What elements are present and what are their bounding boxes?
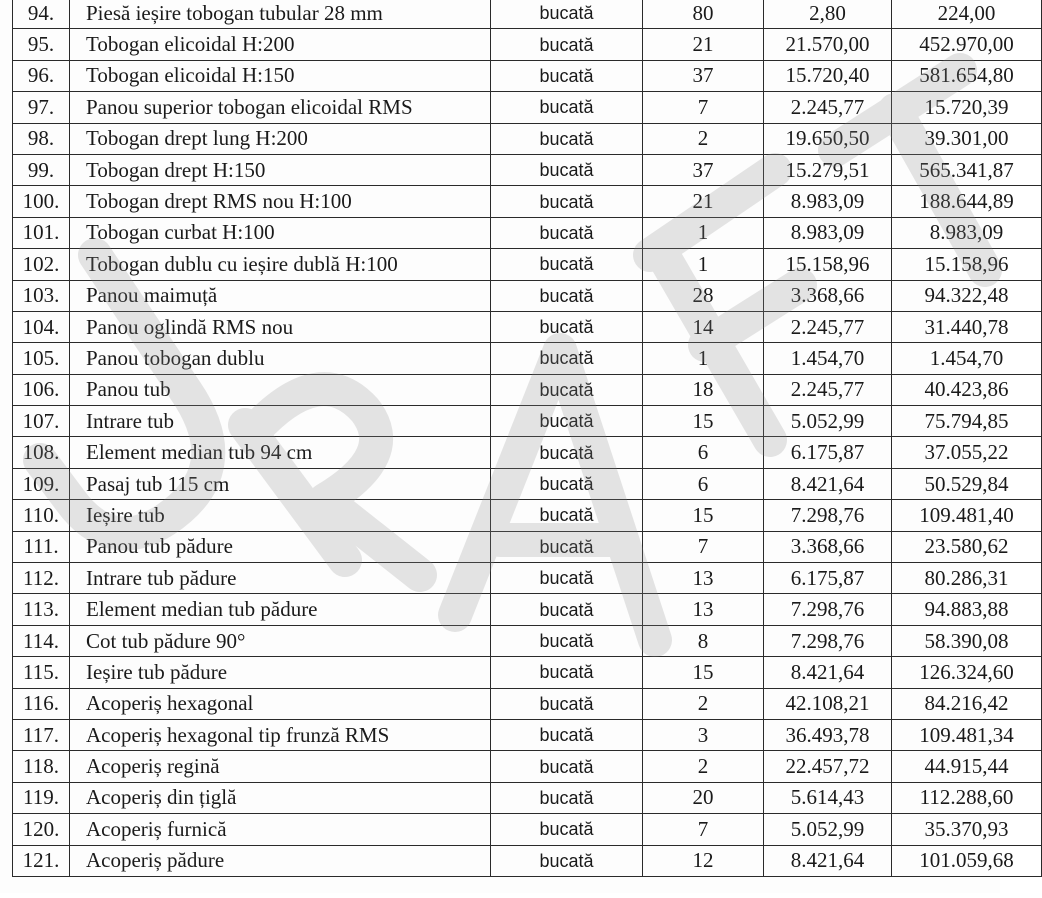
item-name: Tobogan elicoidal H:150 — [70, 60, 491, 91]
unit-of-measure: bucată — [491, 0, 643, 29]
unit-of-measure: bucată — [491, 92, 643, 123]
unit-price: 42.108,21 — [764, 688, 892, 719]
quantity: 21 — [643, 186, 764, 217]
row-number: 94. — [13, 0, 70, 29]
row-number: 104. — [13, 311, 70, 342]
quantity: 13 — [643, 594, 764, 625]
item-name: Tobogan curbat H:100 — [70, 217, 491, 248]
table-row — [13, 594, 1042, 625]
unit-of-measure: bucată — [491, 625, 643, 656]
total-value: 94.883,88 — [892, 594, 1042, 625]
total-value: 101.059,68 — [892, 845, 1042, 876]
total-value: 35.370,93 — [892, 814, 1042, 845]
unit-price: 36.493,78 — [764, 719, 892, 750]
unit-price: 5.052,99 — [764, 406, 892, 437]
table-row — [13, 563, 1042, 594]
item-name: Tobogan drept lung H:200 — [70, 123, 491, 154]
total-value: 109.481,34 — [892, 719, 1042, 750]
row-number: 102. — [13, 249, 70, 280]
unit-price: 8.983,09 — [764, 217, 892, 248]
unit-of-measure: bucată — [491, 688, 643, 719]
quantity: 18 — [643, 374, 764, 405]
total-value: 75.794,85 — [892, 406, 1042, 437]
total-value: 40.423,86 — [892, 374, 1042, 405]
unit-price: 6.175,87 — [764, 563, 892, 594]
row-number: 107. — [13, 406, 70, 437]
unit-of-measure: bucată — [491, 406, 643, 437]
total-value: 23.580,62 — [892, 531, 1042, 562]
table-row — [13, 814, 1042, 845]
total-value: 112.288,60 — [892, 782, 1042, 813]
items-table — [12, 0, 1042, 877]
row-number: 115. — [13, 657, 70, 688]
item-name: Tobogan dublu cu ieșire dublă H:100 — [70, 249, 491, 280]
unit-price: 2.245,77 — [764, 374, 892, 405]
item-name: Acoperiș furnică — [70, 814, 491, 845]
item-name: Acoperiș hexagonal tip frunză RMS — [70, 719, 491, 750]
item-name: Panou tobogan dublu — [70, 343, 491, 374]
total-value: 39.301,00 — [892, 123, 1042, 154]
table-row — [13, 0, 1042, 29]
row-number: 108. — [13, 437, 70, 468]
quantity: 2 — [643, 688, 764, 719]
total-value: 8.983,09 — [892, 217, 1042, 248]
row-number: 120. — [13, 814, 70, 845]
item-name: Intrare tub pădure — [70, 563, 491, 594]
table-row — [13, 688, 1042, 719]
unit-of-measure: bucată — [491, 531, 643, 562]
quantity: 37 — [643, 154, 764, 185]
unit-price: 1.454,70 — [764, 343, 892, 374]
unit-of-measure: bucată — [491, 29, 643, 60]
item-name: Ieșire tub — [70, 500, 491, 531]
table-row — [13, 92, 1042, 123]
table-row — [13, 782, 1042, 813]
unit-of-measure: bucată — [491, 280, 643, 311]
total-value: 1.454,70 — [892, 343, 1042, 374]
unit-price: 8.421,64 — [764, 657, 892, 688]
unit-price: 15.158,96 — [764, 249, 892, 280]
table-row — [13, 186, 1042, 217]
quantity: 13 — [643, 563, 764, 594]
table-row — [13, 406, 1042, 437]
quantity: 2 — [643, 751, 764, 782]
quantity: 15 — [643, 657, 764, 688]
total-value: 84.216,42 — [892, 688, 1042, 719]
total-value: 15.720,39 — [892, 92, 1042, 123]
row-number: 105. — [13, 343, 70, 374]
unit-price: 19.650,50 — [764, 123, 892, 154]
row-number: 117. — [13, 719, 70, 750]
table-row — [13, 500, 1042, 531]
row-number: 100. — [13, 186, 70, 217]
row-number: 110. — [13, 500, 70, 531]
quantity: 15 — [643, 406, 764, 437]
row-number: 116. — [13, 688, 70, 719]
item-name: Piesă ieșire tobogan tubular 28 mm — [70, 0, 491, 29]
row-number: 118. — [13, 751, 70, 782]
unit-of-measure: bucată — [491, 154, 643, 185]
total-value: 44.915,44 — [892, 751, 1042, 782]
row-number: 109. — [13, 468, 70, 499]
row-number: 95. — [13, 29, 70, 60]
item-name: Ieșire tub pădure — [70, 657, 491, 688]
quantity: 1 — [643, 343, 764, 374]
row-number: 98. — [13, 123, 70, 154]
unit-price: 2.245,77 — [764, 92, 892, 123]
total-value: 188.644,89 — [892, 186, 1042, 217]
table-row — [13, 60, 1042, 91]
table-row — [13, 123, 1042, 154]
quantity: 28 — [643, 280, 764, 311]
row-number: 103. — [13, 280, 70, 311]
quantity: 7 — [643, 531, 764, 562]
table-row — [13, 531, 1042, 562]
row-number: 101. — [13, 217, 70, 248]
unit-price: 2,80 — [764, 0, 892, 29]
item-name: Acoperiș hexagonal — [70, 688, 491, 719]
unit-price: 8.421,64 — [764, 468, 892, 499]
table-row — [13, 217, 1042, 248]
item-name: Panou tub — [70, 374, 491, 405]
row-number: 121. — [13, 845, 70, 876]
total-value: 94.322,48 — [892, 280, 1042, 311]
quantity: 8 — [643, 625, 764, 656]
table-row — [13, 845, 1042, 876]
unit-price: 21.570,00 — [764, 29, 892, 60]
row-number: 112. — [13, 563, 70, 594]
total-value: 15.158,96 — [892, 249, 1042, 280]
total-value: 50.529,84 — [892, 468, 1042, 499]
unit-of-measure: bucată — [491, 437, 643, 468]
unit-price: 15.279,51 — [764, 154, 892, 185]
unit-price: 22.457,72 — [764, 751, 892, 782]
table-row — [13, 468, 1042, 499]
total-value: 581.654,80 — [892, 60, 1042, 91]
item-name: Acoperiș pădure — [70, 845, 491, 876]
total-value: 80.286,31 — [892, 563, 1042, 594]
table-row — [13, 374, 1042, 405]
quantity: 3 — [643, 719, 764, 750]
unit-of-measure: bucată — [491, 186, 643, 217]
row-number: 113. — [13, 594, 70, 625]
item-name: Element median tub pădure — [70, 594, 491, 625]
unit-of-measure: bucată — [491, 249, 643, 280]
unit-price: 3.368,66 — [764, 280, 892, 311]
table-row — [13, 249, 1042, 280]
quantity: 7 — [643, 92, 764, 123]
item-name: Tobogan drept H:150 — [70, 154, 491, 185]
unit-of-measure: bucată — [491, 594, 643, 625]
unit-of-measure: bucată — [491, 60, 643, 91]
row-number: 111. — [13, 531, 70, 562]
row-number: 99. — [13, 154, 70, 185]
item-name: Tobogan elicoidal H:200 — [70, 29, 491, 60]
table-row — [13, 154, 1042, 185]
unit-price: 8.983,09 — [764, 186, 892, 217]
table-row — [13, 625, 1042, 656]
unit-of-measure: bucată — [491, 311, 643, 342]
unit-price: 6.175,87 — [764, 437, 892, 468]
table-row — [13, 280, 1042, 311]
quantity: 37 — [643, 60, 764, 91]
total-value: 31.440,78 — [892, 311, 1042, 342]
unit-of-measure: bucată — [491, 751, 643, 782]
quantity: 1 — [643, 249, 764, 280]
row-number: 119. — [13, 782, 70, 813]
unit-price: 7.298,76 — [764, 625, 892, 656]
item-name: Panou tub pădure — [70, 531, 491, 562]
unit-price: 2.245,77 — [764, 311, 892, 342]
table-row — [13, 343, 1042, 374]
quantity: 6 — [643, 437, 764, 468]
row-number: 114. — [13, 625, 70, 656]
unit-price: 5.052,99 — [764, 814, 892, 845]
item-name: Intrare tub — [70, 406, 491, 437]
table-row — [13, 311, 1042, 342]
quantity: 2 — [643, 123, 764, 154]
quantity: 15 — [643, 500, 764, 531]
quantity: 6 — [643, 468, 764, 499]
unit-price: 3.368,66 — [764, 531, 892, 562]
unit-of-measure: bucată — [491, 343, 643, 374]
total-value: 452.970,00 — [892, 29, 1042, 60]
unit-price: 7.298,76 — [764, 500, 892, 531]
unit-of-measure: bucată — [491, 468, 643, 499]
quantity: 7 — [643, 814, 764, 845]
quantity: 20 — [643, 782, 764, 813]
quantity: 1 — [643, 217, 764, 248]
unit-price: 8.421,64 — [764, 845, 892, 876]
item-name: Panou superior tobogan elicoidal RMS — [70, 92, 491, 123]
item-name: Cot tub pădure 90° — [70, 625, 491, 656]
unit-of-measure: bucată — [491, 719, 643, 750]
total-value: 109.481,40 — [892, 500, 1042, 531]
item-name: Acoperiș din țiglă — [70, 782, 491, 813]
unit-of-measure: bucată — [491, 814, 643, 845]
item-name: Element median tub 94 cm — [70, 437, 491, 468]
item-name: Acoperiș regină — [70, 751, 491, 782]
items-table-body — [13, 0, 1042, 876]
unit-of-measure: bucată — [491, 563, 643, 594]
unit-of-measure: bucată — [491, 657, 643, 688]
unit-of-measure: bucată — [491, 845, 643, 876]
table-row — [13, 751, 1042, 782]
row-number: 106. — [13, 374, 70, 405]
table-row — [13, 29, 1042, 60]
total-value: 37.055,22 — [892, 437, 1042, 468]
row-number: 97. — [13, 92, 70, 123]
total-value: 126.324,60 — [892, 657, 1042, 688]
table-row — [13, 437, 1042, 468]
total-value: 224,00 — [892, 0, 1042, 29]
item-name: Tobogan drept RMS nou H:100 — [70, 186, 491, 217]
unit-of-measure: bucată — [491, 374, 643, 405]
unit-of-measure: bucată — [491, 500, 643, 531]
unit-price: 7.298,76 — [764, 594, 892, 625]
item-name: Pasaj tub 115 cm — [70, 468, 491, 499]
row-number: 96. — [13, 60, 70, 91]
table-row — [13, 657, 1042, 688]
table-row — [13, 719, 1042, 750]
item-name: Panou maimuță — [70, 280, 491, 311]
unit-price: 15.720,40 — [764, 60, 892, 91]
total-value: 58.390,08 — [892, 625, 1042, 656]
quantity: 21 — [643, 29, 764, 60]
unit-price: 5.614,43 — [764, 782, 892, 813]
unit-of-measure: bucată — [491, 123, 643, 154]
unit-of-measure: bucată — [491, 217, 643, 248]
item-name: Panou oglindă RMS nou — [70, 311, 491, 342]
quantity: 12 — [643, 845, 764, 876]
quantity: 80 — [643, 0, 764, 29]
total-value: 565.341,87 — [892, 154, 1042, 185]
unit-of-measure: bucată — [491, 782, 643, 813]
quantity: 14 — [643, 311, 764, 342]
